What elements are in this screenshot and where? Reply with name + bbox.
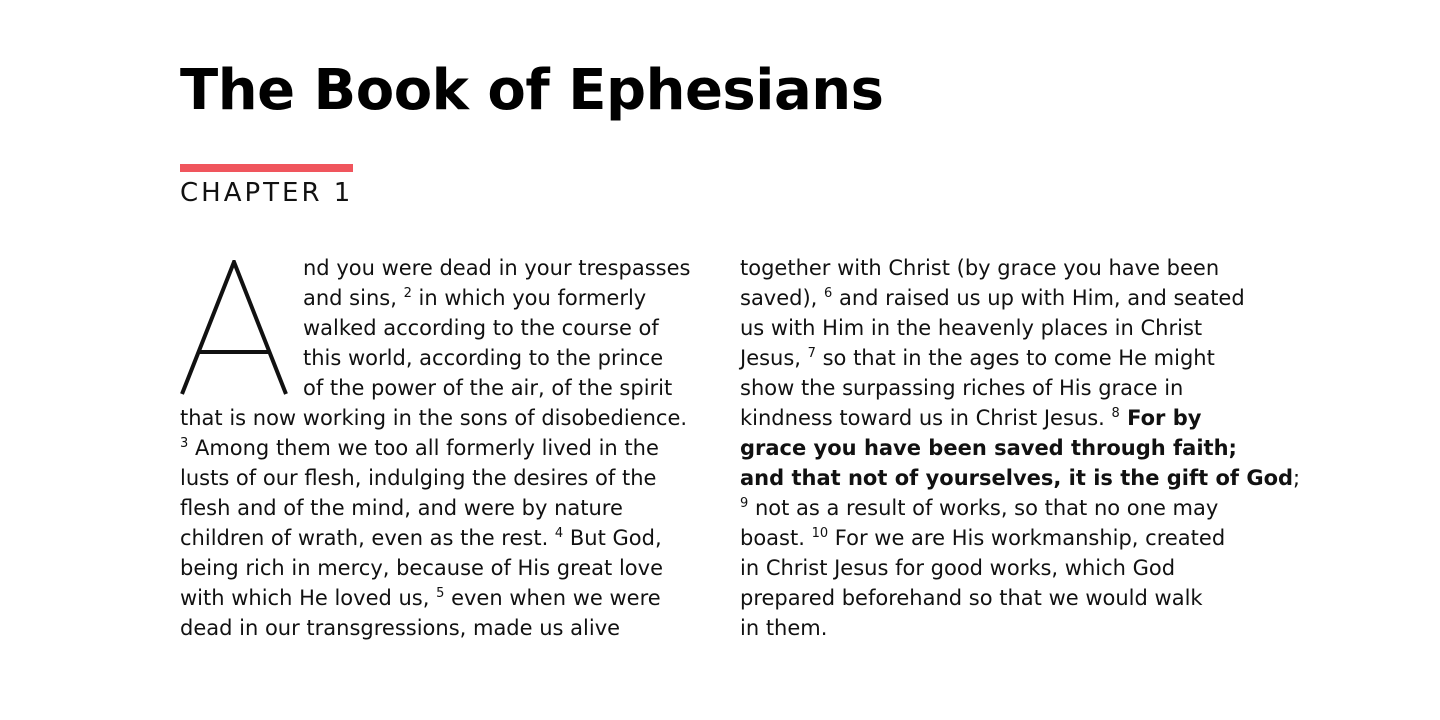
text-column-left: [180, 253, 705, 643]
text-line: lusts of our flesh, indulging the desires of the: [180, 466, 657, 490]
text-line: $^3$ Among them we too all formerly lived in the: [180, 436, 659, 460]
verse-number: 6: [824, 286, 833, 301]
text-line: in them.: [740, 616, 828, 640]
emphasized-text: grace you have been saved through faith;: [740, 436, 1237, 460]
verse-number: 8: [1111, 406, 1120, 421]
text-line: us with Him in the heavenly places in Christ: [740, 316, 1203, 340]
text-line: and sins, $^2$ in which you formerly: [303, 286, 647, 310]
text-line: dead in our transgressions, made us alive: [180, 616, 621, 640]
text-line: show the surpassing riches of His grace in: [740, 376, 1184, 400]
text-line: boast. $^{10}$ For we are His workmanship, created: [740, 526, 1226, 550]
text-column-right: [740, 253, 1301, 643]
text-line: walked according to the course of: [303, 316, 659, 340]
text-line: children of wrath, even as the rest. $^4$ But God,: [180, 526, 662, 550]
text-line: [740, 433, 1270, 463]
text-line: in Christ Jesus for good works, which God: [740, 556, 1176, 580]
text-line: Jesus, $^7$ so that in the ages to come He might: [740, 346, 1215, 370]
text-line: and that not of yourselves, it is the gift of God;: [740, 466, 1301, 490]
verse-number: 3: [180, 436, 189, 451]
verse-number: 10: [811, 526, 829, 541]
text-line: prepared beforehand so that we would walk: [740, 586, 1203, 610]
chapter-heading: CHAPTER 1: [180, 178, 354, 208]
text-line: flesh and of the mind, and were by nature: [180, 496, 623, 520]
verse-number: 7: [807, 346, 816, 361]
page-title: The Book of Ephesians: [180, 58, 884, 123]
accent-bar: [180, 164, 353, 172]
text-line: of the power of the air, of the spirit: [303, 376, 673, 400]
text-line: this world, according to the prince: [303, 346, 664, 370]
verse-number: 2: [403, 286, 412, 301]
text-line: kindness toward us in Christ Jesus. $^8$ For by: [740, 406, 1202, 430]
text-line: nd you were dead in your trespasses: [303, 256, 691, 280]
verse-number: 5: [436, 586, 445, 601]
text-line: that is now working in the sons of disobedience.: [180, 406, 688, 430]
text-line: with which He loved us, $^5$ even when we were: [180, 586, 661, 610]
text-line: together with Christ (by grace you have been: [740, 256, 1220, 280]
text-line: saved), $^6$ and raised us up with Him, and seated: [740, 286, 1245, 310]
emphasized-text: and that not of yourselves, it is the gift of God: [740, 466, 1294, 490]
text-line: being rich in mercy, because of His great love: [180, 556, 663, 580]
verse-number: 4: [554, 526, 564, 541]
verse-number: 9: [740, 496, 749, 511]
text-line: $^9$ not as a result of works, so that no one may: [740, 496, 1219, 520]
emphasized-text: For by: [1119, 406, 1202, 430]
